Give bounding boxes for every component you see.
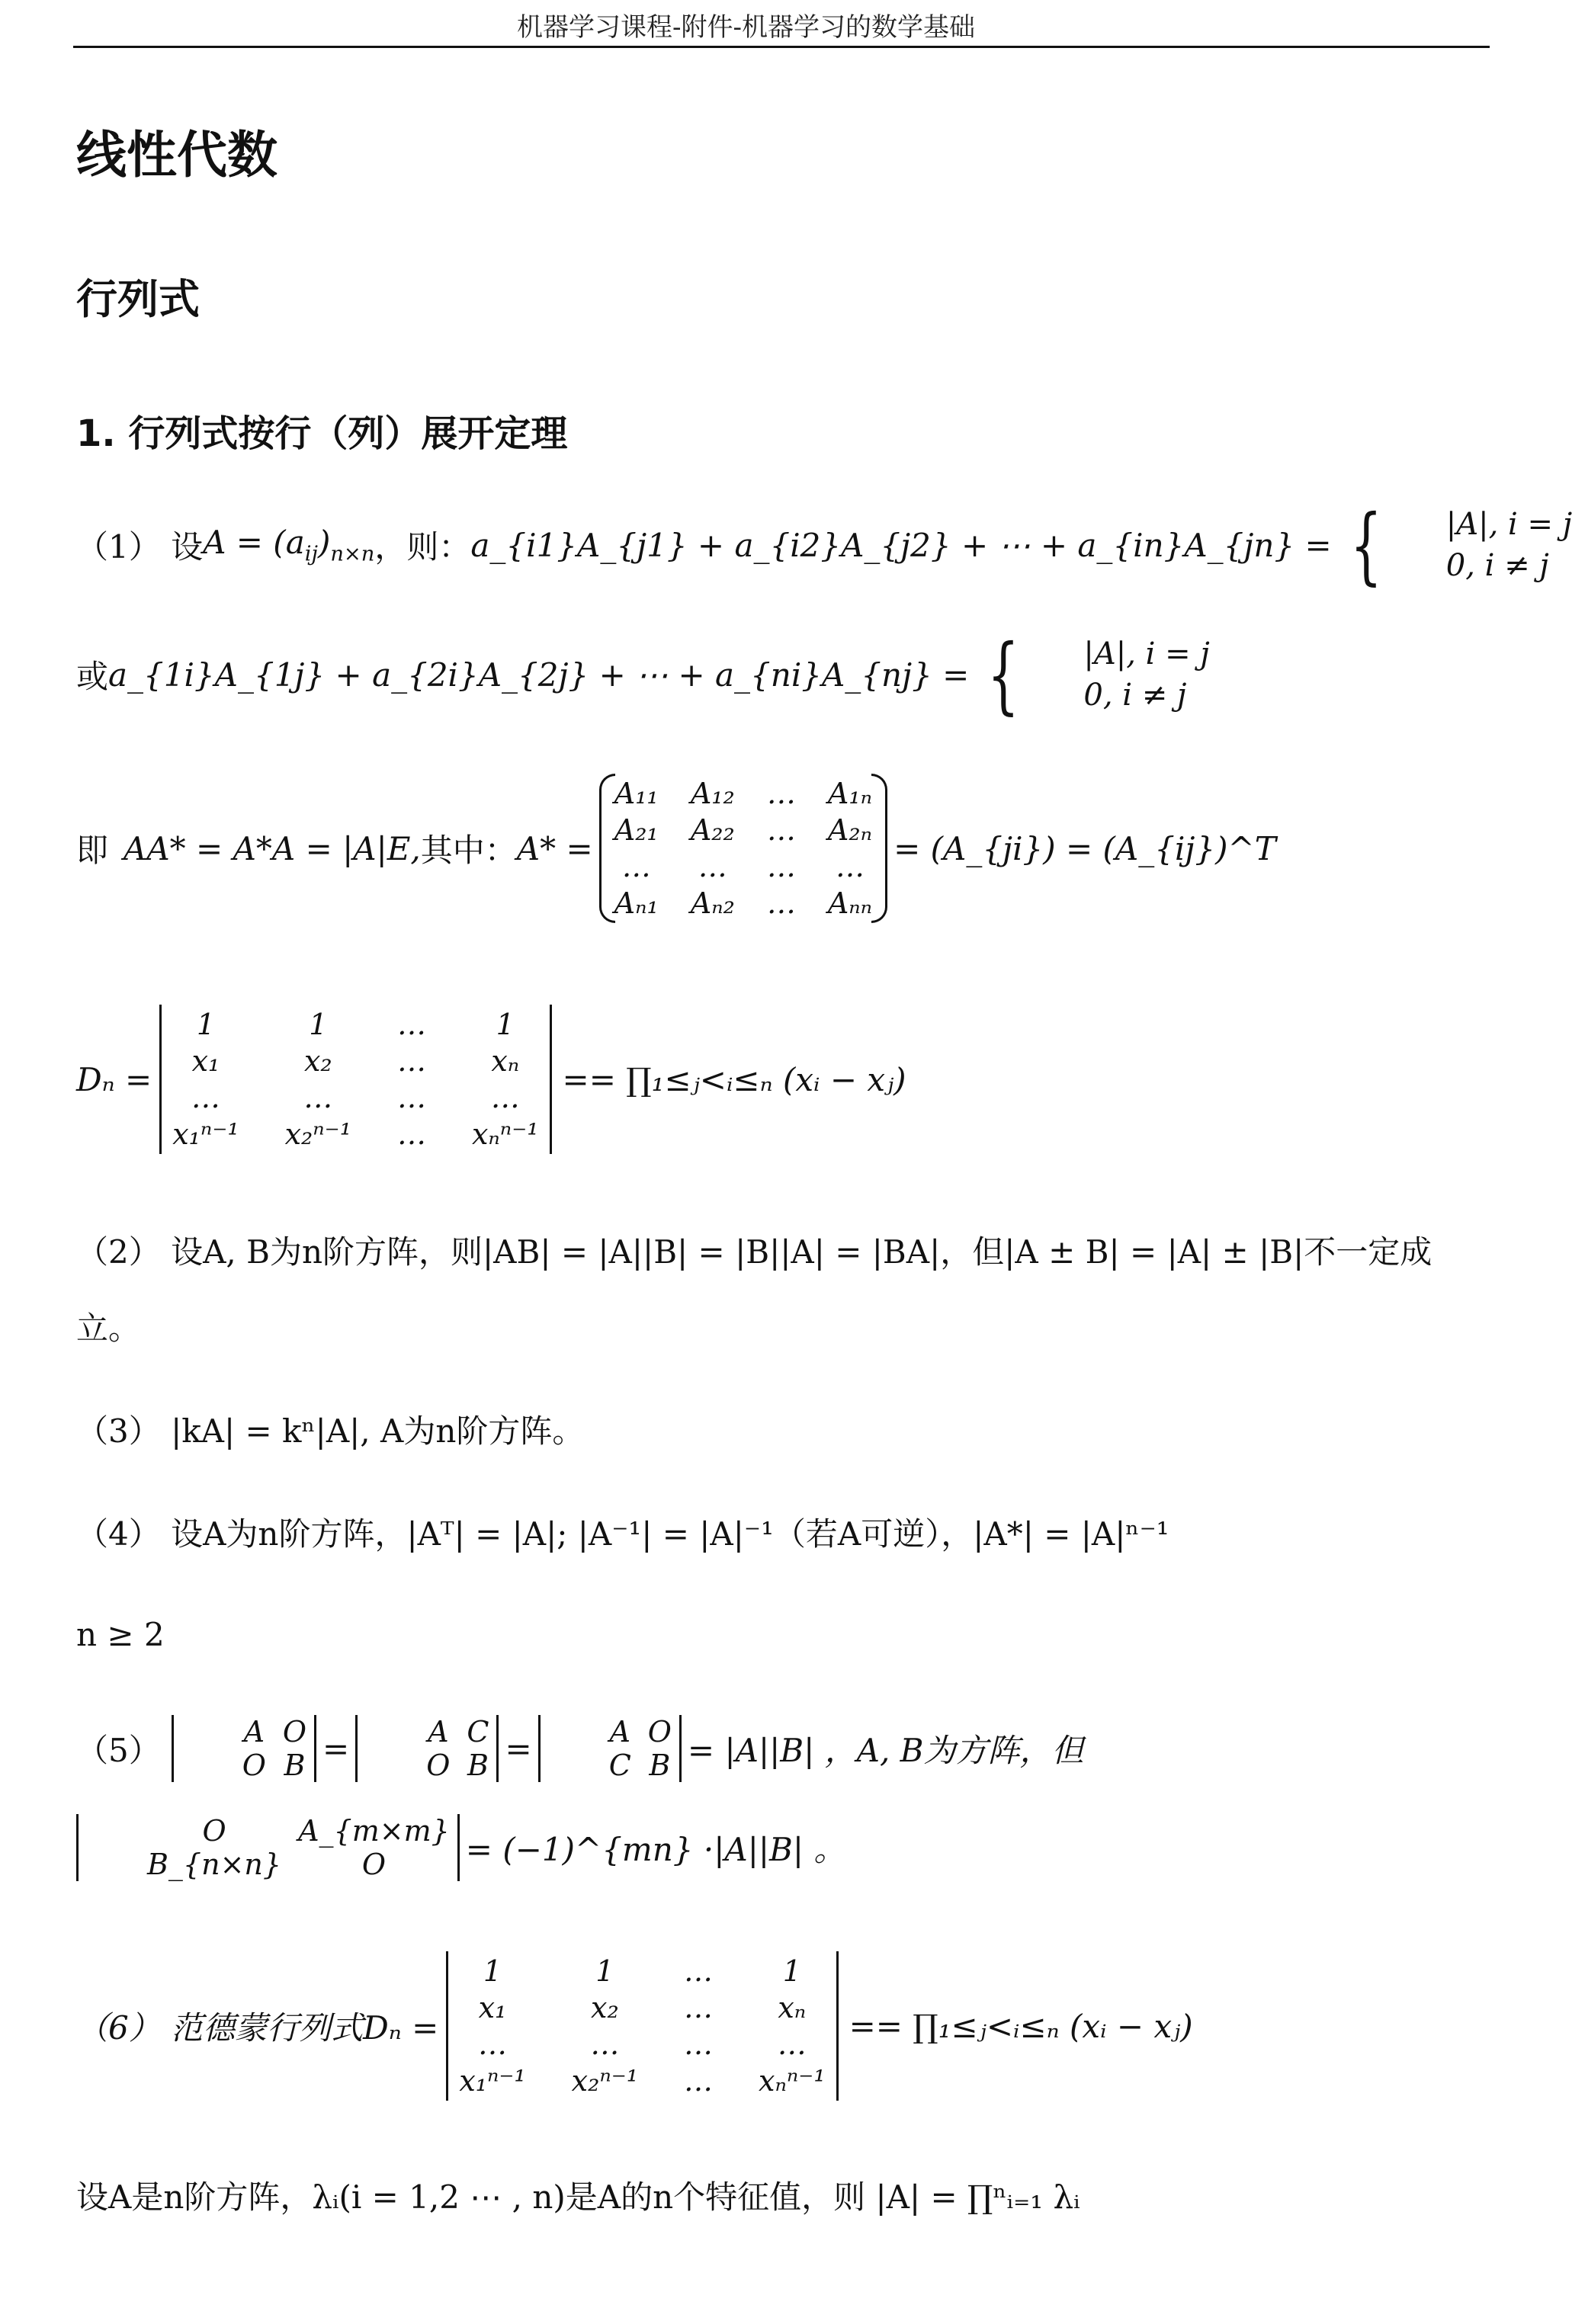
matrix-cell: A₁₂ <box>690 777 735 810</box>
det-cell: A <box>243 1715 265 1749</box>
matrix-def: $A = (a_{ij})_{n\times n}$ <box>203 524 375 566</box>
matrix-cell: 1 <box>196 1008 216 1041</box>
adjoint-matrix <box>604 774 883 923</box>
matrix-cell: x₁ <box>478 1991 507 2024</box>
vandermonde-line-1: Dₙ = 1 1 … 1 x₁ x₂ … xₙ … … … … x₁ⁿ⁻¹ x₂ⁿ⁻¹ … xₙⁿ⁻¹ == ∏₁≤ⱼ<ᵢ≤ₙ (xᵢ − xⱼ) <box>76 1005 906 1154</box>
det-cell: A_{m×m} <box>298 1814 450 1848</box>
matrix-cell: x₂ⁿ⁻¹ <box>284 1117 351 1151</box>
heading-determinant: 行列式 <box>76 275 200 323</box>
matrix-cell: 1 <box>309 1008 328 1041</box>
matrix-cell: … <box>490 1081 520 1114</box>
matrix-cell: Aₙ₂ <box>690 886 735 920</box>
matrix-cell: A₂ₙ <box>827 813 872 847</box>
heading-linear-algebra: 线性代数 <box>76 126 278 184</box>
matrix-cell: Aₙ₁ <box>614 886 659 920</box>
matrix-cell: 1 <box>782 1954 801 1988</box>
matrix-cell: … <box>396 1117 426 1151</box>
item-1b: 或 a_{1i}A_{1j} + a_{2i}A_{2j} + ⋯ + a_{ni}A_{nj} = { |A|, i = j 0, i ≠ j <box>76 626 1210 723</box>
item-3: （3） |kA| = kⁿ|A|, A为n阶方阵。 <box>76 1412 585 1450</box>
matrix-cell: Aₙₙ <box>827 886 873 920</box>
matrix-cell: x₁ <box>191 1044 220 1078</box>
det-cell: A <box>609 1715 630 1749</box>
item-4-cont: n ≥ 2 <box>76 1616 165 1653</box>
matrix-cell: … <box>191 1081 220 1114</box>
matrix-cell: x₁ⁿ⁻¹ <box>172 1117 239 1151</box>
det-cell: O <box>361 1848 386 1881</box>
matrix-cell: A₂₁ <box>614 813 659 847</box>
item-6: （6） 范德蒙行列式Dₙ = 1 1 … 1 x₁ x₂ … xₙ … … … … x₁ⁿ⁻¹ x₂ⁿ⁻¹ … xₙⁿ⁻¹ == ∏₁≤ⱼ<ᵢ≤ₙ (xᵢ − xⱼ) <box>76 1951 1193 2101</box>
matrix-cell: xₙⁿ⁻¹ <box>471 1117 539 1151</box>
matrix-cell: xₙⁿ⁻¹ <box>759 2064 826 2098</box>
row-expansion-sum: a_{i1}A_{j1} + a_{i2}A_{j2} + ⋯ + a_{in}A_{jn} = <box>470 526 1332 564</box>
det-cell: O <box>202 1814 226 1848</box>
matrix-cell: … <box>766 886 796 920</box>
matrix-cell: … <box>303 1081 333 1114</box>
matrix-cell: … <box>684 2027 714 2061</box>
cases: |A|, i = j 0, i ≠ j <box>1445 507 1572 583</box>
matrix-cell: 1 <box>496 1008 515 1041</box>
matrix-cell: … <box>396 1008 426 1041</box>
matrix-cell: … <box>684 2064 714 2098</box>
matrix-cell: … <box>684 1991 714 2024</box>
eigenvalue-product: 设A是n阶方阵，λᵢ(i = 1,2 ⋯ , n)是A的n个特征值，则 |A| = ∏ⁿᵢ₌₁ λᵢ <box>76 2178 1080 2216</box>
adjoint-line: 即 AA* = A*A = |A|E, 其中： A* = A₁₁ A₁₂ … A₁ₙ A₂₁ A₂₂ … A₂ₙ … … … … Aₙ₁ Aₙ₂ … Aₙₙ = (A_{ji}) = (A_{ij})^T <box>76 774 1276 923</box>
item-1: （1） 设 $A = (a_{ij})_{n\times n}$ ，则： a_{i1}A_{j1} + a_{i2}A_{j2} + ⋯ + a_{in}A_{jn} = { |A|, i = j 0, i ≠ j <box>76 496 1572 594</box>
block-det-2 <box>355 1715 499 1782</box>
matrix-cell: A₂₂ <box>690 813 735 847</box>
item-4: （4） 设A为n阶方阵，|Aᵀ| = |A|; |A⁻¹| = |A|⁻¹（若A可逆），|A*| = |A|ⁿ⁻¹ <box>76 1515 1169 1553</box>
det-cell: B <box>284 1749 306 1782</box>
cases: |A|, i = j 0, i ≠ j <box>1083 636 1210 713</box>
det-cell: B_{n×n} <box>147 1848 282 1881</box>
vandermonde-determinant <box>159 1005 551 1154</box>
block-det-1 <box>172 1715 316 1782</box>
matrix-cell: xₙ <box>778 1991 807 2024</box>
item-2-cont: 立。 <box>76 1309 141 1347</box>
matrix-cell: xₙ <box>491 1044 520 1078</box>
column-expansion-sum: a_{1i}A_{1j} + a_{2i}A_{2j} + ⋯ + a_{ni}A_{nj} = <box>108 656 970 694</box>
matrix-cell: … <box>590 2027 620 2061</box>
matrix-cell: … <box>396 1044 426 1078</box>
matrix-cell: … <box>698 850 727 883</box>
matrix-cell: x₂ <box>591 1991 619 2024</box>
left-brace: { <box>1349 496 1382 594</box>
matrix-cell: x₁ⁿ⁻¹ <box>459 2064 526 2098</box>
item-2: （2） 设A, B为n阶方阵，则|AB| = |A||B| = |B||A| = |BA|，但|A ± B| = |A| ± |B|不一定成 <box>76 1233 1432 1271</box>
block-det-4 <box>76 1814 460 1881</box>
block-det-3 <box>538 1715 682 1782</box>
matrix-cell: … <box>766 777 796 810</box>
det-cell: B <box>649 1749 671 1782</box>
matrix-cell: … <box>835 850 865 883</box>
running-header: 机器学习课程-附件-机器学习的数学基础 <box>517 12 975 43</box>
left-brace: { <box>987 626 1020 723</box>
matrix-cell: … <box>396 1081 426 1114</box>
matrix-cell: … <box>477 2027 507 2061</box>
det-cell: B <box>467 1749 489 1782</box>
vandermonde-determinant-2 <box>446 1951 838 2101</box>
matrix-cell: 1 <box>595 1954 614 1988</box>
matrix-cell: x₂ⁿ⁻¹ <box>571 2064 639 2098</box>
det-cell: O <box>282 1715 307 1749</box>
item-5: （5） A O O B = A C O B = A O C B = |A||B| ，A, B为方阵，但 <box>76 1715 1084 1782</box>
matrix-cell: … <box>766 850 796 883</box>
det-cell: O <box>426 1749 451 1782</box>
matrix-cell: 1 <box>483 1954 502 1988</box>
det-cell: C <box>608 1749 631 1782</box>
matrix-cell: A₁ₙ <box>827 777 872 810</box>
det-cell: A <box>428 1715 449 1749</box>
det-cell: C <box>467 1715 489 1749</box>
matrix-cell: A₁₁ <box>614 777 659 810</box>
item-5-cont: O A_{m×m} B_{n×n} O = (−1)^{mn} ·|A||B| 。 <box>76 1814 845 1881</box>
matrix-cell: … <box>766 813 796 847</box>
det-cell: O <box>242 1749 266 1782</box>
matrix-cell: x₂ <box>303 1044 332 1078</box>
header-rule <box>73 46 1490 48</box>
matrix-cell: … <box>621 850 651 883</box>
heading-expansion-theorem: 1. 行列式按行（列）展开定理 <box>76 412 568 455</box>
det-cell: O <box>647 1715 672 1749</box>
matrix-cell: … <box>684 1954 714 1988</box>
matrix-cell: … <box>777 2027 807 2061</box>
